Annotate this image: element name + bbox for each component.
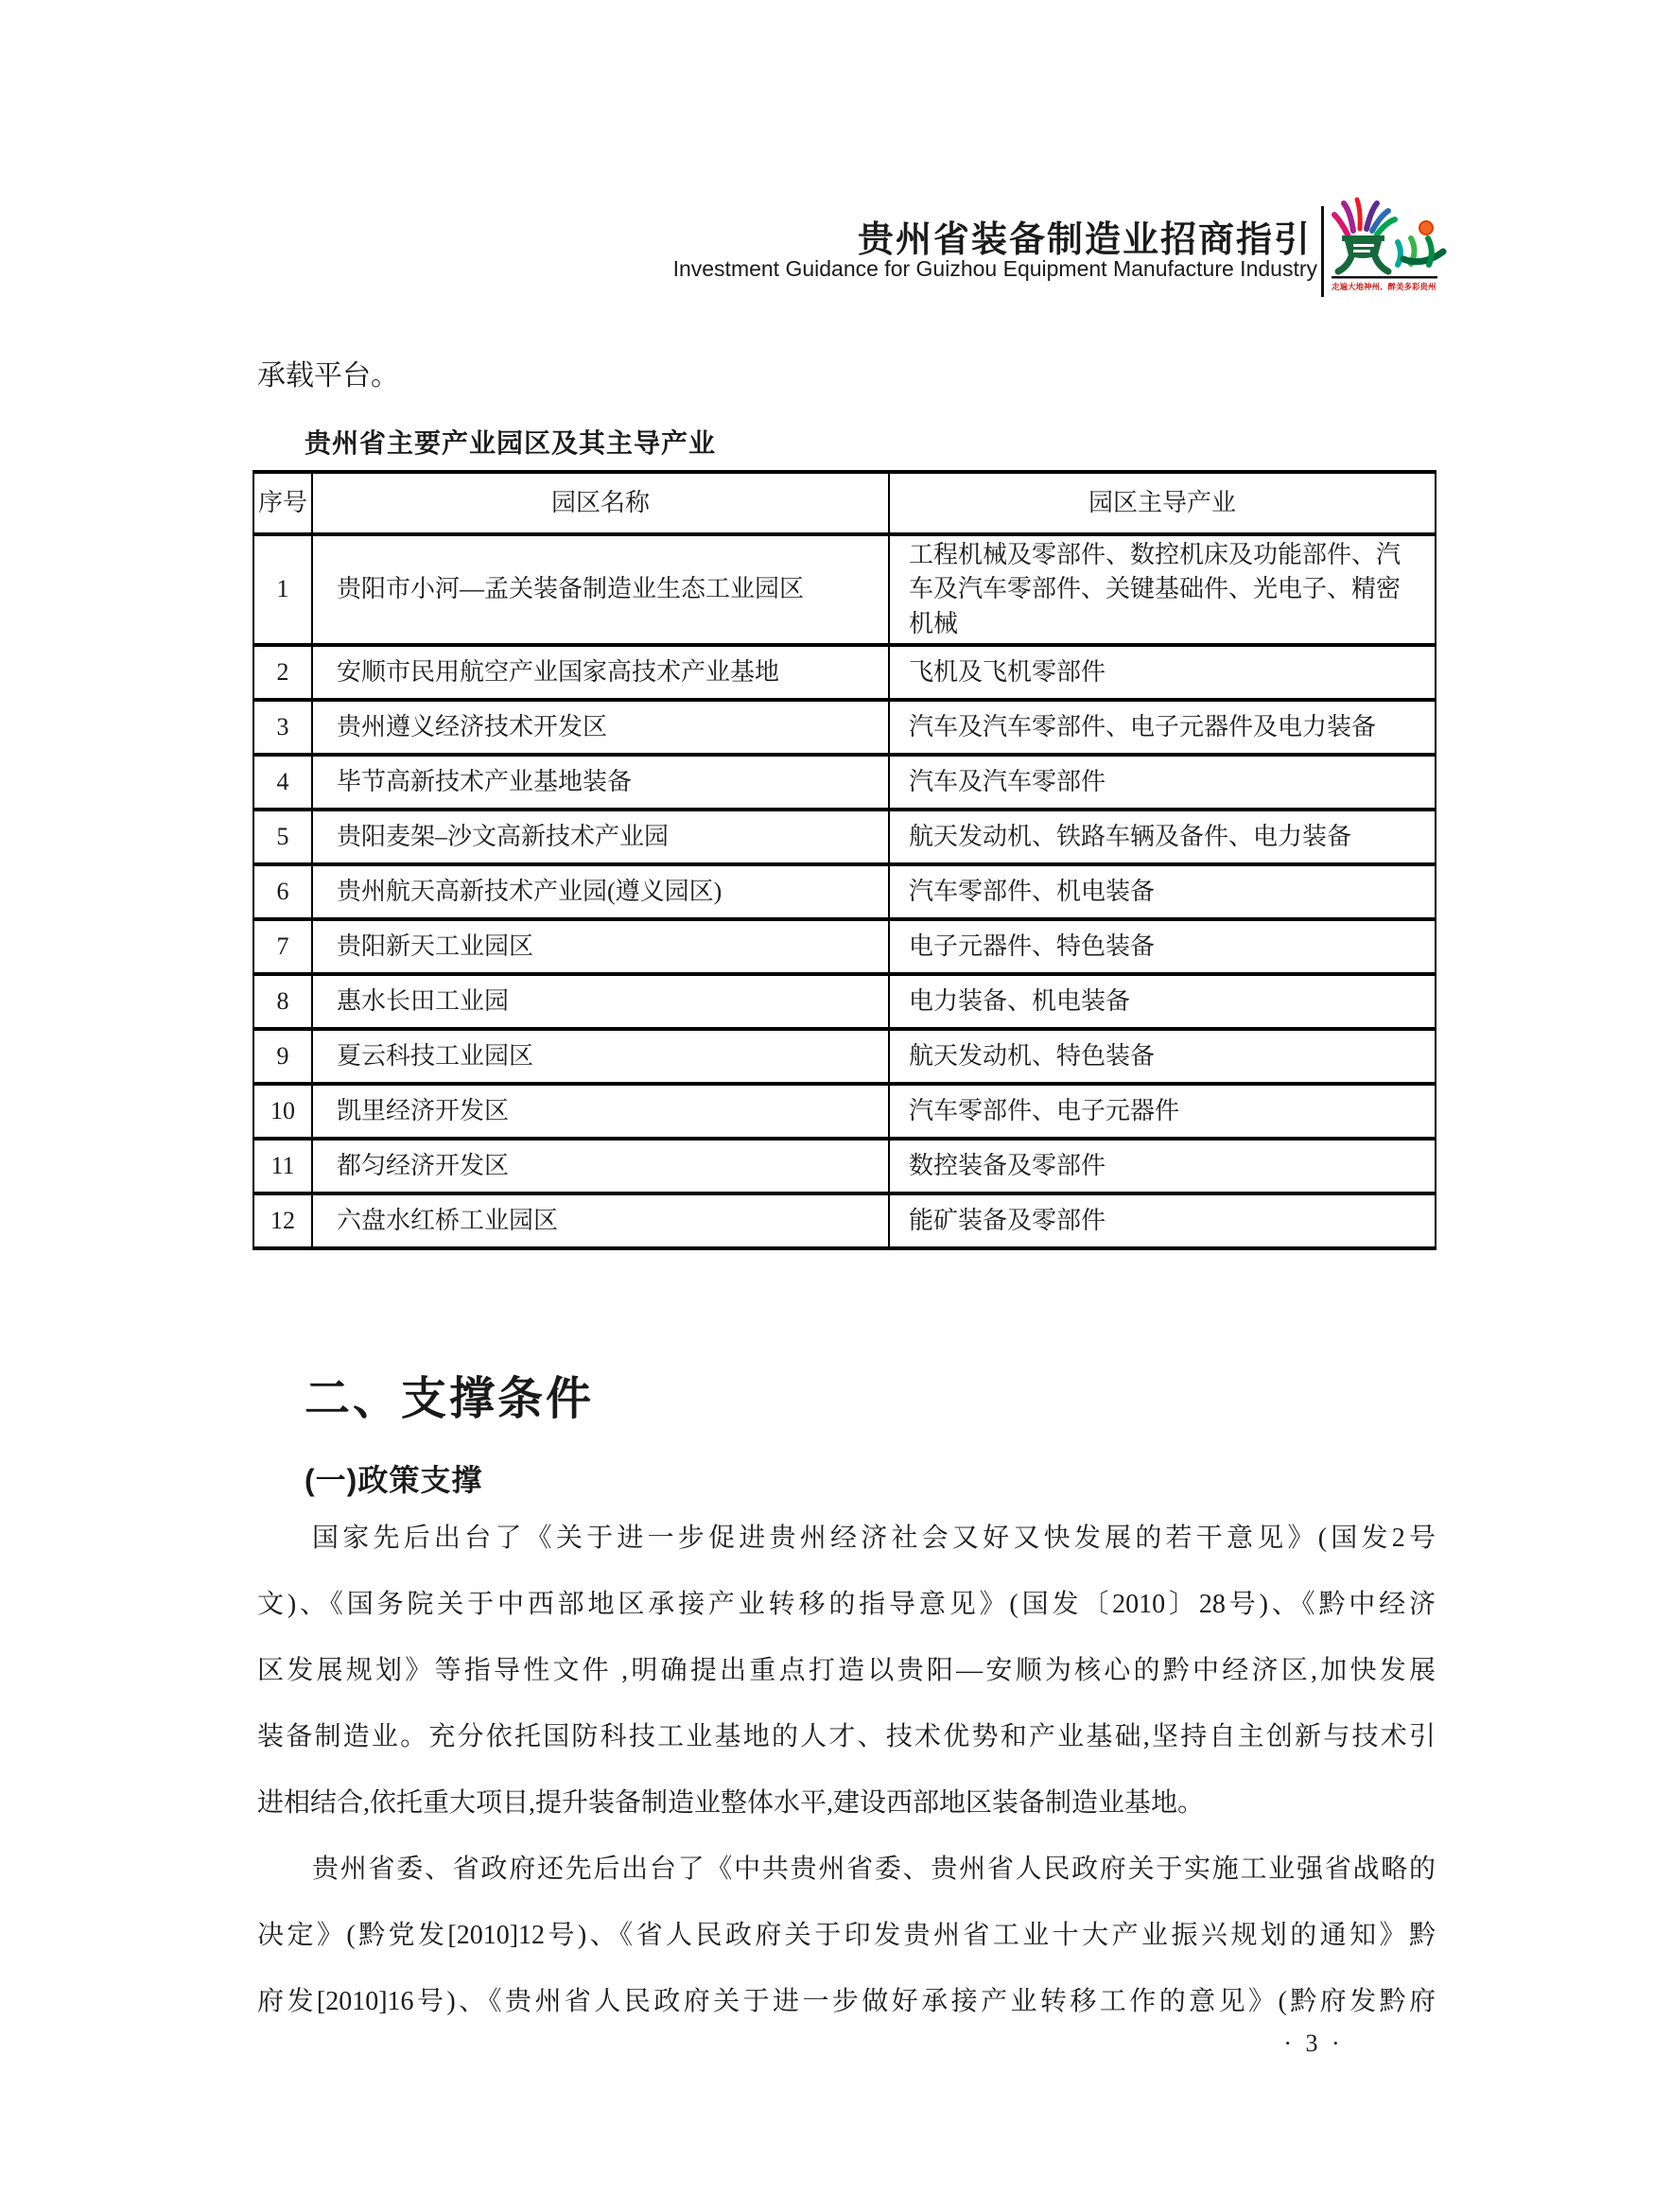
paragraph-line: 进相结合,依托重大项目,提升装备制造业整体水平,建设西部地区装备制造业基地。 xyxy=(257,1788,1205,1818)
table-row xyxy=(253,1193,1436,1248)
col-header-name: 园区名称 xyxy=(312,472,889,534)
row-park-name: 都匀经济开发区 xyxy=(312,1139,889,1193)
row-industries: 飞机及飞机零部件 xyxy=(889,645,1436,700)
row-industries: 汽车及汽车零部件、电子元器件及电力装备 xyxy=(889,700,1436,755)
row-no: 8 xyxy=(253,974,312,1029)
policy-paragraphs xyxy=(257,1506,1436,2035)
paragraph-line: 府发[2010]16号)、《贵州省人民政府关于进一步做好承接产业转移工作的意见》(黔府发黔府 xyxy=(257,1987,1436,2016)
paragraph-line: 区发展规划》等指导性文件 ,明确提出重点打造以贵阳—安顺为核心的黔中经济区,加快发展 xyxy=(257,1656,1436,1685)
logo-artwork xyxy=(1328,197,1455,295)
row-no: 12 xyxy=(253,1193,312,1248)
table-title: 贵州省主要产业园区及其主导产业 xyxy=(305,428,717,458)
row-industries: 能矿装备及零部件 xyxy=(889,1193,1436,1248)
table-row xyxy=(253,1084,1436,1139)
row-no: 6 xyxy=(253,864,312,919)
paragraph-line: 贵州省委、省政府还先后出台了《中共贵州省委、贵州省人民政府关于实施工业强省战略的 xyxy=(312,1855,1436,1884)
industrial-parks-table xyxy=(252,470,1436,1250)
row-park-name: 贵州遵义经济技术开发区 xyxy=(312,700,889,755)
row-industries: 数控装备及零部件 xyxy=(889,1139,1436,1193)
row-no: 10 xyxy=(253,1084,312,1139)
section-heading: 二、支撑条件 xyxy=(305,1374,595,1424)
table-row xyxy=(253,974,1436,1029)
header-title-zh: 贵州省装备制造业招商指引 xyxy=(857,220,1312,260)
row-no: 1 xyxy=(253,534,312,645)
paragraph-line: 决定》(黔党发[2010]12号)、《省人民政府关于印发贵州省工业十大产业振兴规划的通知》黔 xyxy=(257,1921,1436,1950)
row-industries: 汽车及汽车零部件 xyxy=(889,755,1436,810)
table-row xyxy=(253,645,1436,700)
logo-sun-dot xyxy=(1419,221,1433,235)
row-park-name: 贵阳市小河—孟关装备制造业生态工业园区 xyxy=(312,534,889,645)
row-industries: 电子元器件、特色装备 xyxy=(889,919,1436,974)
row-no: 2 xyxy=(253,645,312,700)
row-industries: 航天发动机、铁路车辆及备件、电力装备 xyxy=(889,810,1436,864)
paragraph-line: 国家先后出台了《关于进一步促进贵州经济社会又好又快发展的若干意见》(国发2号 xyxy=(312,1524,1436,1553)
table-row xyxy=(253,919,1436,974)
row-industries: 汽车零部件、机电装备 xyxy=(889,864,1436,919)
row-no: 9 xyxy=(253,1029,312,1084)
row-park-name: 安顺市民用航空产业国家高技术产业基地 xyxy=(312,645,889,700)
row-industries: 航天发动机、特色装备 xyxy=(889,1029,1436,1084)
header-divider-line xyxy=(1321,206,1324,297)
row-park-name: 夏云科技工业园区 xyxy=(312,1029,889,1084)
row-no: 4 xyxy=(253,755,312,810)
row-park-name: 惠水长田工业园 xyxy=(312,974,889,1029)
table-row xyxy=(253,864,1436,919)
row-no: 11 xyxy=(253,1139,312,1193)
row-industries: 电力装备、机电装备 xyxy=(889,974,1436,1029)
table-row xyxy=(253,1139,1436,1193)
row-industries: 工程机械及零部件、数控机床及功能部件、汽车及汽车零部件、关键基础件、光电子、精密机械 xyxy=(889,534,1436,645)
row-park-name: 六盘水红桥工业园区 xyxy=(312,1193,889,1248)
row-industries: 汽车零部件、电子元器件 xyxy=(889,1084,1436,1139)
row-park-name: 贵州航天高新技术产业园(遵义园区) xyxy=(312,864,889,919)
row-park-name: 贵阳新天工业园区 xyxy=(312,919,889,974)
paragraph-line: 装备制造业。充分依托国防科技工业基地的人才、技术优势和产业基础,坚持自主创新与技术引 xyxy=(257,1722,1436,1751)
row-park-name: 毕节高新技术产业基地装备 xyxy=(312,755,889,810)
row-park-name: 贵阳麦架–沙文高新技术产业园 xyxy=(312,810,889,864)
row-no: 5 xyxy=(253,810,312,864)
row-no: 7 xyxy=(253,919,312,974)
table-row xyxy=(253,755,1436,810)
row-no: 3 xyxy=(253,700,312,755)
col-header-industries: 园区主导产业 xyxy=(889,472,1436,534)
table-row xyxy=(253,810,1436,864)
logo-tagline: 走遍大地神州、醉美多彩贵州 xyxy=(1332,282,1436,291)
table-row xyxy=(253,700,1436,755)
row-park-name: 凯里经济开发区 xyxy=(312,1084,889,1139)
multicolorful-guizhou-logo xyxy=(1328,197,1455,300)
table-header-row xyxy=(253,472,1436,534)
table-row xyxy=(253,1029,1436,1084)
table-row xyxy=(253,534,1436,645)
col-header-no: 序号 xyxy=(253,472,312,534)
page-number: · 3 · xyxy=(1283,2029,1344,2057)
paragraph-line: 文)、《国务院关于中西部地区承接产业转移的指导意见》(国发〔2010〕28号)、《黔中经济 xyxy=(257,1590,1436,1619)
lead-text: 承载平台。 xyxy=(257,360,399,392)
header-subtitle-en: Investment Guidance for Guizhou Equipment Manufacture Industry xyxy=(672,256,1317,281)
subsection-heading: (一)政策支撑 xyxy=(305,1463,483,1497)
